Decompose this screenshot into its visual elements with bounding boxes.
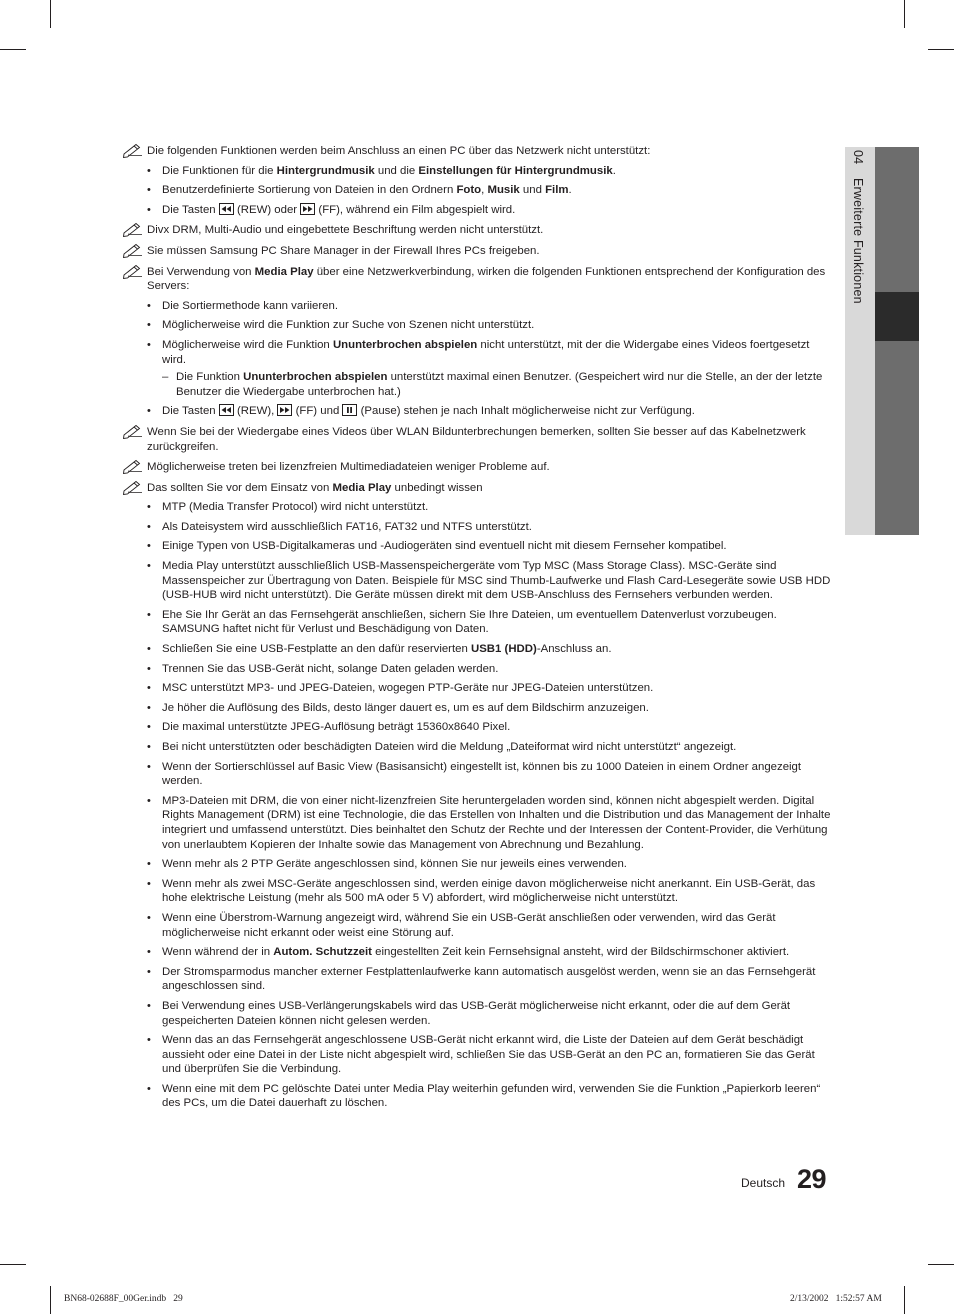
chapter-tab-strip [875, 341, 919, 535]
sub-list-item: – Die Funktion Ununterbrochen abspielen unterstützt maximal einen Benutzer. (Gespeichert wird nur die Stelle, an der der letzte Benutzer die Wiedergabe unterbrochen hat.) [120, 370, 832, 399]
list-item: • Wenn während der in Autom. Schutzzeit eingestellten Zeit kein Fernsehsignal ansteht, wird der Bildschirmschoner aktiviert. [120, 945, 832, 960]
page-content [120, 144, 832, 1111]
list-item: • Trennen Sie das USB-Gerät nicht, solange Daten geladen werden. [120, 662, 832, 677]
list-item: • Die Sortiermethode kann variieren. [120, 299, 832, 314]
note: Sie müssen Samsung PC Share Manager in der Firewall Ihres PCs freigeben. [120, 244, 832, 259]
footer-language: Deutsch [741, 1176, 786, 1190]
fast-forward-icon [300, 203, 315, 215]
note: Divx DRM, Multi-Audio und eingebettete Beschriftung werden nicht unterstützt. [120, 223, 832, 238]
chapter-tab-active-marker [875, 292, 919, 341]
list-item: • MP3-Dateien mit DRM, die von einer nicht-lizenzfreien Site heruntergeladen worden sind, können nicht abgespielt werden. Digital Rights Management (DRM) ist eine Technologie, die das Erstellen von Inhalten und die Distribution und das Management der Inhalte integriert und umfassend unterstützt. Dies beinhaltet den Schutz der Rechte und der Interessen der Content-Provider, die Verhütung von unerlaubtem Kopieren der Inhalte sowie das Management von Abrechnung und Bezahlung. [120, 794, 832, 852]
crop-mark [0, 49, 26, 50]
list-item: • Die maximal unterstützte JPEG-Auflösung beträgt 15360x8640 Pixel. [120, 720, 832, 735]
page-number: 29 [797, 1164, 827, 1194]
note: Wenn Sie bei der Wiedergabe eines Videos über WLAN Bildunterbrechungen bemerken, sollten Sie besser auf das Kabelnetzwerk zurückgreifen. [120, 425, 832, 454]
list-item: • Die Tasten (REW), (FF) und (Pause) stehen je nach Inhalt möglicherweise nicht zur Verfügung. [120, 404, 832, 419]
pencil-note-icon [122, 242, 144, 258]
crop-mark [50, 1286, 51, 1314]
list-item: • Wenn der Sortierschlüssel auf Basic View (Basisansicht) eingestellt ist, können bis zu 1000 Dateien in einem Ordner angezeigt werden. [120, 760, 832, 789]
chapter-number: 04 [851, 150, 865, 165]
print-timestamp: 2/13/2002 1:52:57 AM [790, 1294, 882, 1304]
list-item: • Ehe Sie Ihr Gerät an das Fernsehgerät anschließen, sichern Sie Ihre Dateien, um eventuellem Datenverlust vorzubeugen. SAMSUNG haftet nicht für Verlust und Beschädigung von Daten. [120, 608, 832, 637]
list-item: • Wenn das an das Fernsehgerät angeschlossene USB-Gerät nicht erkannt wird, die Liste der Dateien auf dem Gerät beschädigt aussieht oder eine Datei in der Liste nicht abgespielt wird, schließen Sie das USB-Gerät an den PC an, formatieren Sie das Gerät und überprüfen Sie die Verbindung. [120, 1033, 832, 1077]
pencil-note-icon [122, 458, 144, 474]
list-item: • Einige Typen von USB-Digitalkameras und -Audiogeräten sind eventuell nicht mit diesem Fernseher kompatibel. [120, 539, 832, 554]
list-item: • Wenn mehr als 2 PTP Geräte angeschlossen sind, können Sie nur jeweils eines verwenden. [120, 857, 832, 872]
note: Bei Verwendung von Media Play über eine Netzwerkverbindung, wirken die folgenden Funktionen entsprechend der Konfiguration des Servers: [120, 265, 832, 294]
crop-mark [50, 0, 51, 28]
pencil-note-icon [122, 142, 144, 158]
pencil-note-icon [122, 263, 144, 279]
list-item: • Wenn mehr als zwei MSC-Geräte angeschlossen sind, werden einige davon möglicherweise nicht anerkannt. Ein USB-Gerät, das hohe elektrische Leistung (mehr als 500 mA oder 5 V) abfordert, wird möglicherweise nicht unterstützt. [120, 877, 832, 906]
list-item: • Bei Verwendung eines USB-Verlängerungskabels wird das USB-Gerät möglicherweise nicht erkannt, oder die auf dem Gerät gespeicherten Dateien können nicht gelesen werden. [120, 999, 832, 1028]
pencil-note-icon [122, 479, 144, 495]
list-item: • Schließen Sie eine USB-Festplatte an den dafür reservierten USB1 (HDD)-Anschluss an. [120, 642, 832, 657]
rewind-icon [219, 404, 234, 416]
list-item: • Bei nicht unterstützten oder beschädigten Dateien wird die Meldung „Dateiformat wird nicht unterstützt“ angezeigt. [120, 740, 832, 755]
list-item: • Wenn eine mit dem PC gelöschte Datei unter Media Play weiterhin gefunden wird, verwenden Sie die Funktion „Papierkorb leeren“ des PCs, um die Datei dauerhaft zu löschen. [120, 1082, 832, 1111]
chapter-tab-strip [875, 147, 919, 292]
pencil-note-icon [122, 221, 144, 237]
list-item: • Möglicherweise wird die Funktion zur Suche von Szenen nicht unterstützt. [120, 318, 832, 333]
crop-mark [0, 1264, 26, 1265]
rewind-icon [219, 203, 234, 215]
pencil-note-icon [122, 423, 144, 439]
print-file-info: BN68-02688F_00Ger.indb 29 [64, 1294, 183, 1304]
crop-mark [904, 0, 905, 28]
pause-icon [342, 404, 357, 416]
list-item: • Die Tasten (REW) oder (FF), während ein Film abgespielt wird. [120, 203, 832, 218]
chapter-title: Erweiterte Funktionen [851, 178, 865, 304]
list-item: • Möglicherweise wird die Funktion Ununterbrochen abspielen nicht unterstützt, mit der die Widergabe eines Videos foertgesetzt wird. [120, 338, 832, 367]
crop-mark [904, 1286, 905, 1314]
list-item: • MTP (Media Transfer Protocol) wird nicht unterstützt. [120, 500, 832, 515]
list-item: • Je höher die Auflösung des Bilds, desto länger dauert es, um es auf dem Bildschirm anzuzeigen. [120, 701, 832, 716]
chapter-label [851, 150, 865, 304]
list-item: • Wenn eine Überstrom-Warnung angezeigt wird, während Sie ein USB-Gerät anschließen oder verwenden, wird das Gerät möglicherweise nicht erkannt oder weist eine Störung auf. [120, 911, 832, 940]
list-item: • Die Funktionen für die Hintergrundmusik und die Einstellungen für Hintergrundmusik. [120, 164, 832, 179]
list-item: • Benutzerdefinierte Sortierung von Dateien in den Ordnern Foto, Musik und Film. [120, 183, 832, 198]
list-item: • Als Dateisystem wird ausschließlich FAT16, FAT32 und NTFS unterstützt. [120, 520, 832, 535]
list-item: • Media Play unterstützt ausschließlich USB-Massenspeichergeräte vom Typ MSC (Mass Storage Class). MSC-Geräte sind Massenspeicher zur Übertragung von Daten. Beispiele für MSC sind Thumb-Laufwerke und Flash Card-Lesegeräte sowie USB HDD (USB-HUB wird nicht unterstützt). Die Geräte müssen direkt mit dem USB-Anschluss des Fernsehers verbunden werden. [120, 559, 832, 603]
fast-forward-icon [277, 404, 292, 416]
note: Die folgenden Funktionen werden beim Anschluss an einen PC über das Netzwerk nicht unterstützt: [120, 144, 832, 159]
note: Das sollten Sie vor dem Einsatz von Media Play unbedingt wissen [120, 481, 832, 496]
note: Möglicherweise treten bei lizenzfreien Multimediadateien weniger Probleme auf. [120, 460, 832, 475]
crop-mark [928, 49, 954, 50]
crop-mark [928, 1264, 954, 1265]
list-item: • MSC unterstützt MP3- und JPEG-Dateien, wogegen PTP-Geräte nur JPEG-Dateien unterstützen. [120, 681, 832, 696]
list-item: • Der Stromsparmodus mancher externer Festplattenlaufwerke kann automatisch ausgelöst werden, wenn sie an das Fernsehgerät angeschlossen sind. [120, 965, 832, 994]
